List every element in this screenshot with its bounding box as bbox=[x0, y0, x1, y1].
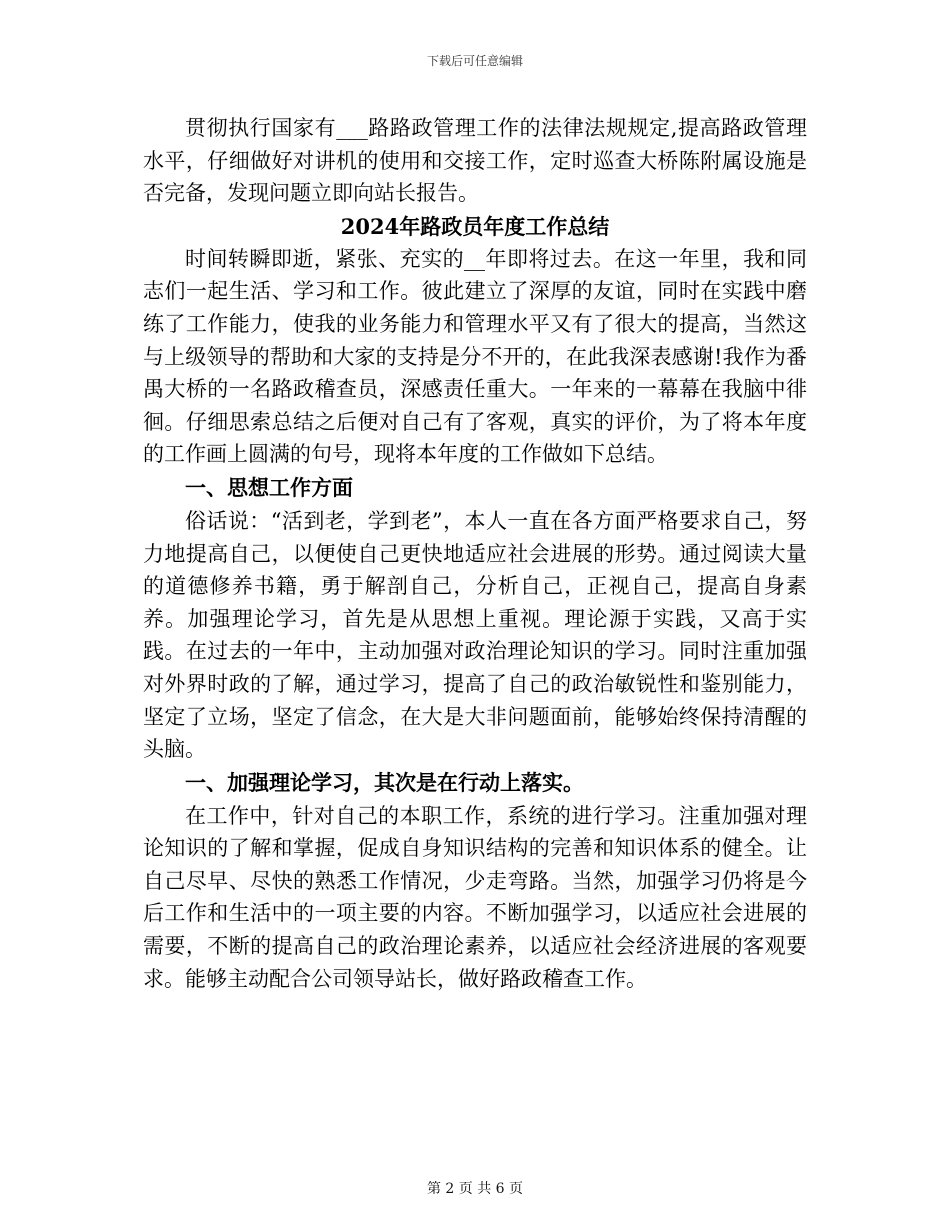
document-body bbox=[143, 112, 807, 995]
intro-paragraph: 贯彻执行国家有___路路政管理工作的法律法规规定,提高路政管理水平，仔细做好对讲机的使用和交接工作，定时巡查大桥陈附属设施是否完备，发现问题立即向站长报告。 bbox=[143, 116, 807, 206]
section-heading-2: 一、加强理论学习，其次是在行动上落实。 bbox=[185, 769, 584, 795]
body-paragraph-3: 在工作中，针对自己的本职工作，系统的进行学习。注重加强对理论知识的了解和掌握，促成自身知识结构的完善和知识体系的健全。让自己尽早、尽快的熟悉工作情况，少走弯路。当然，加强学习仍将是今后工作和生活中的一项主要的内容。不断加强学习，以适应社会进展的需要，不断的提高自己的政治理论素养，以适应社会经济进展的客观要求。能够主动配合公司领导站长，做好路政稽查工作。 bbox=[143, 803, 807, 991]
section-heading-1: 一、思想工作方面 bbox=[185, 474, 353, 500]
document-title: 2024年路政员年度工作总结 bbox=[340, 213, 610, 239]
page-number-footer: 第 2 页 共 6 页 bbox=[426, 1181, 524, 1197]
body-paragraph-1: 时间转瞬即逝，紧张、充实的__年即将过去。在这一年里，我和同志们一起生活、学习和工作。彼此建立了深厚的友谊，同时在实践中磨练了工作能力，使我的业务能力和管理水平又有了很大的提高，当然这与上级领导的帮助和大家的支持是分不开的，在此我深表感谢!我作为番禺大桥的一名路政稽查员，深感责任重大。一年来的一幕幕在我脑中徘徊。仔细思索总结之后便对自己有了客观，真实的评价，为了将本年度的工作画上圆满的句号，现将本年度的工作做如下总结。 bbox=[143, 246, 807, 467]
page-header-note: 下载后可任意编辑 bbox=[426, 54, 523, 68]
body-paragraph-2: 俗话说：“活到老，学到老”，本人一直在各方面严格要求自己，努力地提高自己，以便使自己更快地适应社会进展的形势。通过阅读大量的道德修养书籍，勇于解剖自己，分析自己，正视自己，提高自身素养。加强理论学习，首先是从思想上重视。理论源于实践，又高于实践。在过去的一年中，主动加强对政治理论知识的学习。同时注重加强对外界时政的了解，通过学习，提高了自己的政治敏锐性和鉴别能力，坚定了立场，坚定了信念，在大是大非问题面前，能够始终保持清醒的头脑。 bbox=[143, 508, 807, 762]
